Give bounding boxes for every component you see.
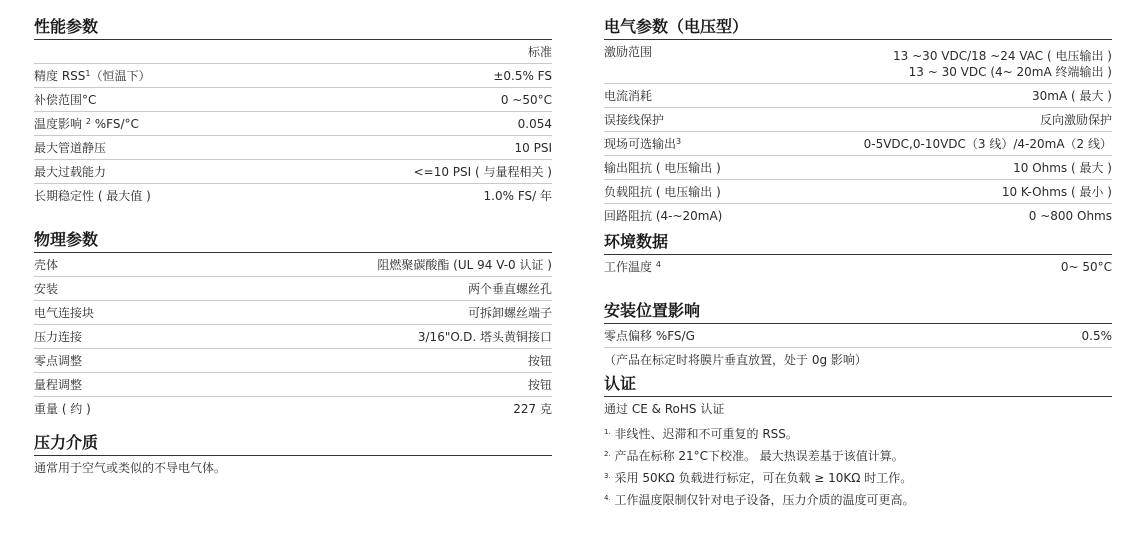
table-row: 长期稳定性 ( 最大值 ) 1.0% FS/ 年 (34, 189, 552, 203)
performance-header-row (34, 40, 552, 64)
right-column (604, 14, 1112, 508)
table-row: 零点调整 按钮 (34, 349, 552, 373)
table-row: 壳体 阻燃聚碳酸酯 (UL 94 V-0 认证 ) (34, 253, 552, 277)
certification-text: 通过 CE & RoHS 认证 (604, 402, 725, 416)
table-row: 压力连接 3/16"O.D. 塔头黄铜接口 (34, 325, 552, 349)
table-row: 激励范围 13 ~30 VDC/18 ~24 VAC ( 电压输出 ) 13 ~ 30 VDC (4~ 20mA 终端输出 ) (604, 40, 1112, 84)
mounting-title: 安装位置影响 (604, 298, 1112, 324)
table-row: 量程调整 按钮 (34, 373, 552, 397)
footnote: $^{3.}$ 采用 50KΩ 负载进行标定，可在负载 ≥ 10KΩ 时工作。 (604, 471, 913, 485)
footnotes (604, 426, 1112, 508)
table-row: 零点偏移 %FS/G 0.5% (604, 324, 1112, 348)
table-row: 最大管道静压 10 PSI (34, 136, 552, 160)
table-row: 电流消耗 30mA ( 最大 ) (604, 84, 1112, 108)
table-row: 回路阻抗 (4-~20mA) 0 ~800 Ohms (604, 209, 1112, 223)
standard-header: 标准 (527, 45, 552, 59)
physical-title: 物理参数 (34, 227, 552, 253)
footnote: $^{4.}$ 工作温度限制仅针对电子设备，压力介质的温度可更高。 (604, 493, 915, 507)
footnote: $^{1.}$ 非线性、迟滞和不可重复的 RSS。 (604, 427, 798, 441)
table-row: 安装 两个垂直螺丝孔 (34, 277, 552, 301)
table-row: 温度影响 $^2$ %FS/°C 0.054 (34, 112, 552, 136)
table-row: 输出阻抗 ( 电压输出 ) 10 Ohms ( 最大 ) (604, 156, 1112, 180)
mounting-note: （产品在标定时将膜片垂直放置，处于 0g 影响） (604, 353, 867, 367)
media-title: 压力介质 (34, 430, 552, 456)
table-row: 工作温度 $^4$ 0~ 50°C (604, 260, 1112, 274)
table-row: 精度 RSS$^1$（恒温下） ±0.5% FS (34, 64, 552, 88)
media-text: 通常用于空气或类似的不导电气体。 (34, 461, 227, 475)
certification-title: 认证 (604, 371, 1112, 397)
electrical-title: 电气参数（电压型） (604, 14, 1112, 40)
table-row: 负载阻抗 ( 电压输出 ) 10 K-Ohms ( 最小 ) (604, 180, 1112, 204)
table-row: 电气连接块 可拆卸螺丝端子 (34, 301, 552, 325)
footnote: $^{2.}$ 产品在标称 21°C下校准。 最大热误差基于该值计算。 (604, 449, 904, 463)
table-row: 最大过载能力 <=10 PSI ( 与量程相关 ) (34, 160, 552, 184)
environment-title: 环境数据 (604, 229, 1112, 255)
table-row: 补偿范围°C 0 ~50°C (34, 88, 552, 112)
performance-title: 性能参数 (34, 14, 552, 40)
table-row: 误接线保护 反向激励保护 (604, 108, 1112, 132)
table-row: 现场可选输出$^3$ 0-5VDC,0-10VDC（3 线）/4-20mA（2 线） (604, 132, 1112, 156)
left-column (34, 14, 552, 479)
table-row: 重量 ( 约 ) 227 克 (34, 402, 552, 416)
